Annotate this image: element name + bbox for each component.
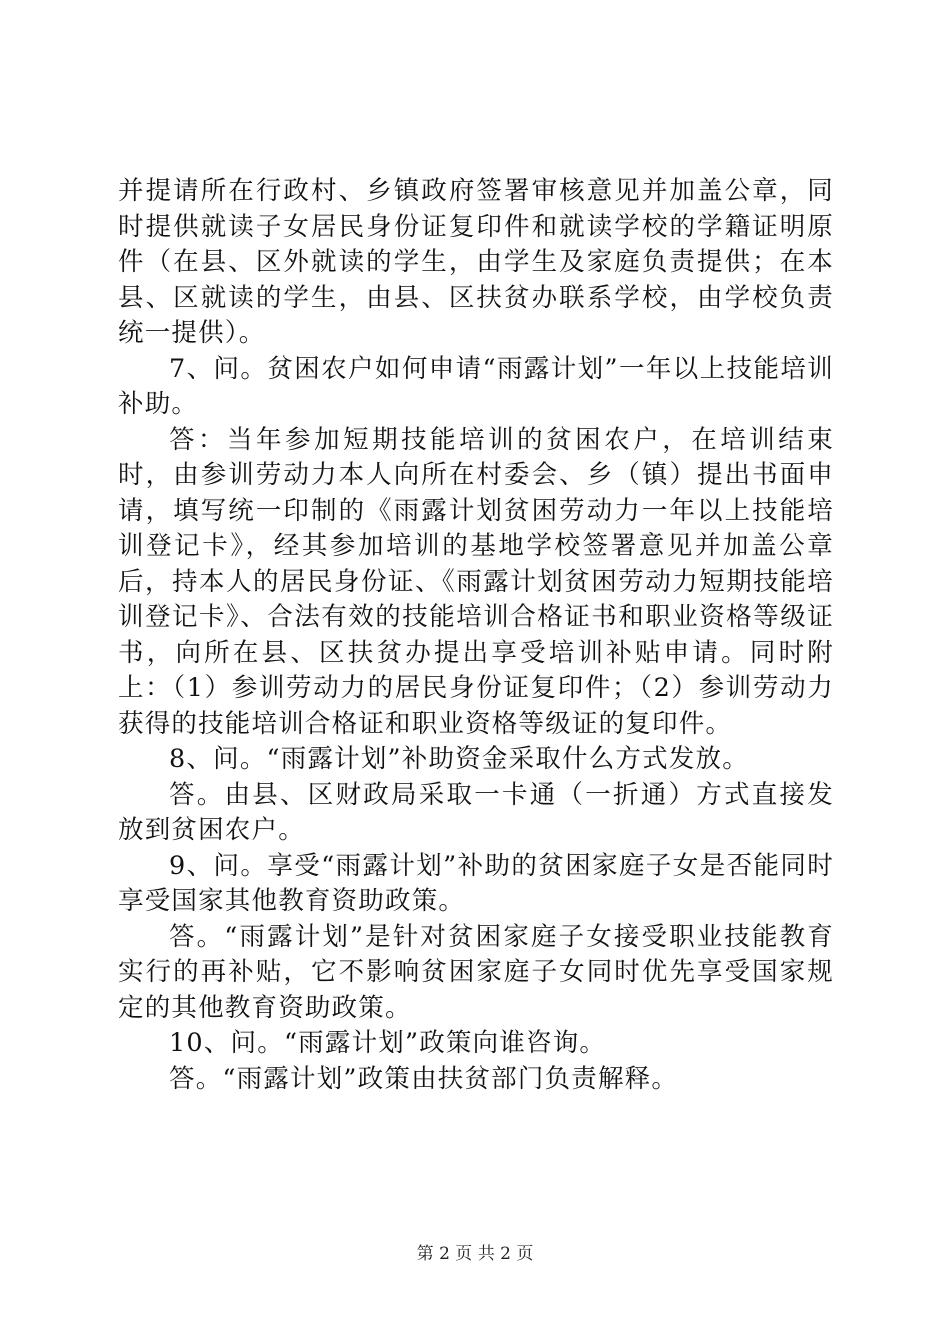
question-7: 7、问。贫困农户如何申请“雨露计划”一年以上技能培训补助。 xyxy=(118,353,834,419)
question-8: 8、问。“雨露计划”补助资金采取什么方式发放。 xyxy=(169,744,749,774)
page-number-footer: 第 2 页 共 2 页 xyxy=(416,1244,534,1264)
paragraph-continuation: 并提请所在行政村、乡镇政府签署审核意见并加盖公章，同时提供就读子女居民身份证复印件和就读学校的学籍证明原件（在县、区外就读的学生，由学生及家庭负责提供；在本县、区就读的学生，由县、区扶贫办联系学校，由学校负责统一提供）。 xyxy=(118,176,834,348)
answer-9: 答。“雨露计划”是针对贫困家庭子女接受职业技能教育实行的再补贴，它不影响贫困家庭子女同时优先享受国家规定的其他教育资助政策。 xyxy=(118,921,834,1023)
answer-7: 答：当年参加短期技能培训的贫困农户，在培训结束时，由参训劳动力本人向所在村委会、乡（镇）提出书面申请，填写统一印制的《雨露计划贫困劳动力一年以上技能培训登记卡》，经其参加培训的基地学校签署意见并加盖公章后，持本人的居民身份证、《雨露计划贫困劳动力短期技能培训登记卡》、合法有效的技能培训合格证书和职业资格等级证书，向所在县、区扶贫办提出享受培训补贴申请。同时附上：（1）参训劳动力的居民身份证复印件；（2）参训劳动力获得的技能培训合格证和职业资格等级证的复印件。 xyxy=(118,424,834,739)
answer-10: 答。“雨露计划”政策由扶贫部门负责解释。 xyxy=(169,1063,679,1094)
question-10: 10、问。“雨露计划”政策向谁咨询。 xyxy=(169,1028,607,1058)
answer-8: 答。由县、区财政局采取一卡通（一折通）方式直接发放到贫困农户。 xyxy=(118,779,834,845)
question-9: 9、问。享受“雨露计划”补助的贫困家庭子女是否能同时享受国家其他教育资助政策。 xyxy=(118,850,834,916)
document-body xyxy=(118,174,834,1097)
